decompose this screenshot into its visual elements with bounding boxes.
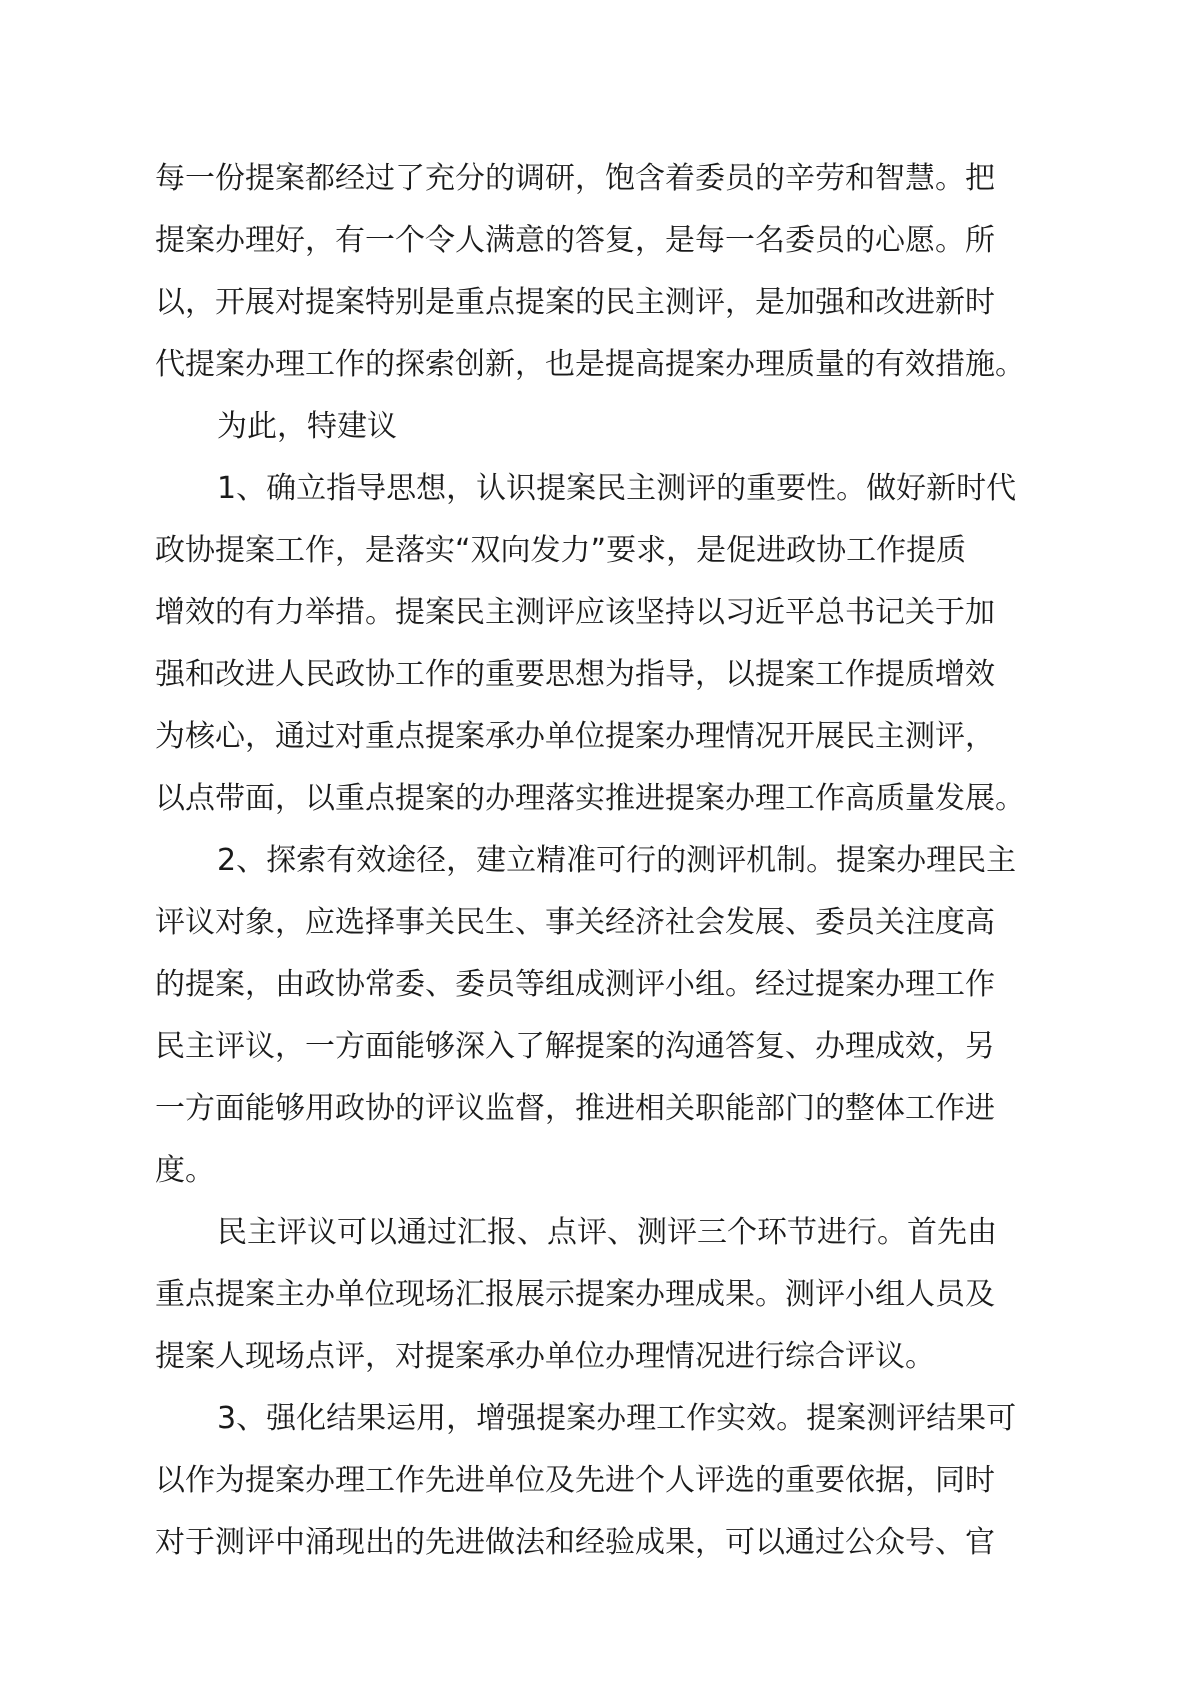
- text-line: 提案人现场点评，对提案承办单位办理情况进行综合评议。: [155, 1339, 935, 1374]
- paragraph-first-line: 民主评议可以通过汇报、点评、测评三个环节进行。首先由: [217, 1215, 997, 1250]
- text-line: 一方面能够用政协的评议监督，推进相关职能部门的整体工作进: [155, 1091, 995, 1126]
- text-line: 增效的有力举措。提案民主测评应该坚持以习近平总书记关于加: [155, 595, 995, 630]
- text-line: 以作为提案办理工作先进单位及先进个人评选的重要依据，同时: [155, 1463, 995, 1498]
- body-text: [155, 148, 1055, 1574]
- text-line: 重点提案主办单位现场汇报展示提案办理成果。测评小组人员及: [155, 1277, 995, 1312]
- paragraph-first-line: 2、探索有效途径，建立精准可行的测评机制。提案办理民主: [217, 843, 1017, 878]
- text-line: 度。: [155, 1153, 215, 1188]
- text-line: 民主评议，一方面能够深入了解提案的沟通答复、办理成效，另: [155, 1029, 995, 1064]
- text-line: 对于测评中涌现出的先进做法和经验成果，可以通过公众号、官: [155, 1525, 995, 1560]
- text-line: 为核心，通过对重点提案承办单位提案办理情况开展民主测评，: [155, 719, 995, 754]
- text-line: 以点带面，以重点提案的办理落实推进提案办理工作高质量发展。: [155, 781, 1025, 816]
- paragraph-first-line: 为此，特建议: [217, 409, 397, 444]
- paragraph-first-line: 3、强化结果运用，增强提案办理工作实效。提案测评结果可: [217, 1401, 1017, 1436]
- text-line: 评议对象，应选择事关民生、事关经济社会发展、委员关注度高: [155, 905, 995, 940]
- paragraph-first-line: 1、确立指导思想，认识提案民主测评的重要性。做好新时代: [217, 471, 1017, 506]
- text-line: 提案办理好，有一个令人满意的答复，是每一名委员的心愿。所: [155, 223, 995, 258]
- text-line: 以，开展对提案特别是重点提案的民主测评，是加强和改进新时: [155, 285, 995, 320]
- text-line: 的提案，由政协常委、委员等组成测评小组。经过提案办理工作: [155, 967, 995, 1002]
- text-line: 每一份提案都经过了充分的调研，饱含着委员的辛劳和智慧。把: [155, 161, 995, 196]
- text-line: 代提案办理工作的探索创新，也是提高提案办理质量的有效措施。: [155, 347, 1025, 382]
- text-line: 强和改进人民政协工作的重要思想为指导，以提案工作提质增效: [155, 657, 995, 692]
- text-line: 政协提案工作，是落实“双向发力”要求，是促进政协工作提质: [155, 533, 967, 568]
